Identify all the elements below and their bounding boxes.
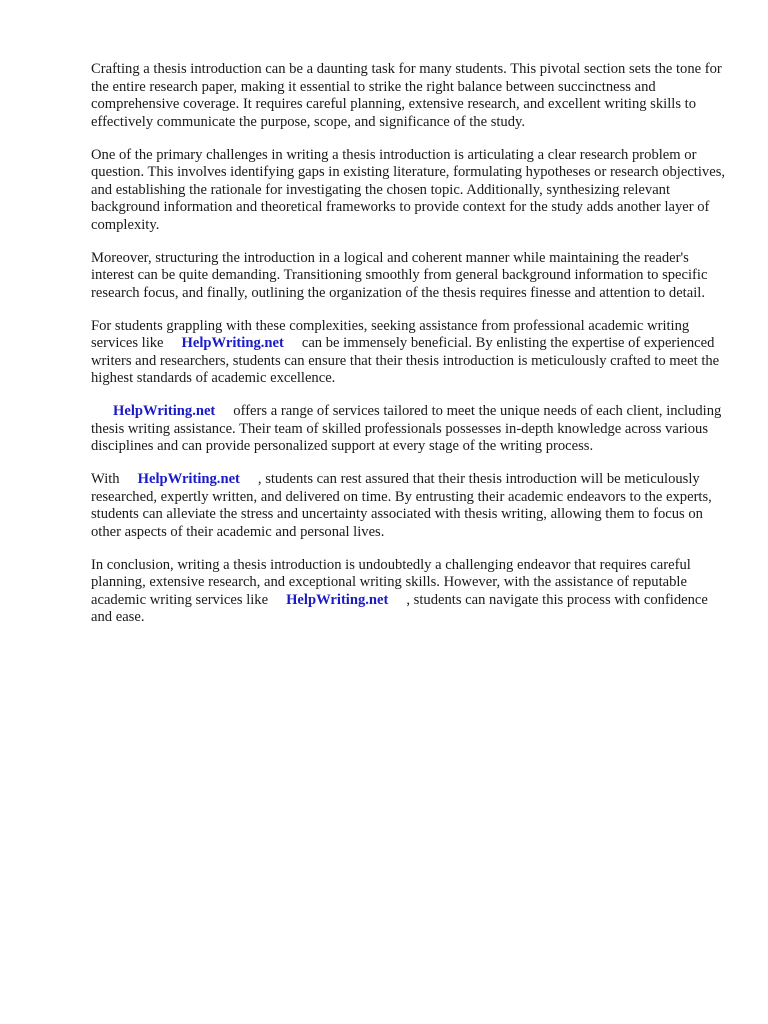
paragraph-assistance <box>91 318 731 388</box>
paragraph-structuring <box>91 250 731 303</box>
paragraph-text: can be immensely beneficial. By enlisting the expertise of experienced writers and researchers, students can ensure that their thesis introduction is meticulously crafted to meet the highest standards of academic excellence. <box>91 335 720 386</box>
helpwriting-link[interactable]: HelpWriting.net <box>137 471 240 487</box>
paragraph-text: In conclusion, writing a thesis introduction is undoubtedly a challenging endeavor that requires careful planning, extensive research, and exceptional writing skills. However, with the assistance of reputable academic writing services like <box>91 556 691 608</box>
paragraph-text: , students can navigate this process with confidence and ease. <box>91 591 708 625</box>
paragraph-text: One of the primary challenges in writing a thesis introduction is articulating a clear research problem or question. This involves identifying gaps in existing literature, formulating hypotheses or research objectives, and establishing the rationale for investigating the chosen topic. Additionally, synthesizing relevant background information and theoretical frameworks to provide context for the study adds another layer of complexity. <box>91 146 726 233</box>
paragraph-assurance <box>91 471 731 541</box>
paragraph-challenges <box>91 147 731 235</box>
document-body <box>91 61 731 642</box>
paragraph-intro <box>91 61 731 131</box>
helpwriting-link[interactable]: HelpWriting.net <box>286 591 389 608</box>
paragraph-text: For students grappling with these complexities, seeking assistance from professional academic writing services like <box>91 317 690 351</box>
paragraph-text: , students can rest assured that their thesis introduction will be meticulously researched, expertly written, and delivered on time. By entrusting their academic endeavors to the experts, students can alleviate the stress and uncertainty associated with thesis writing, allowing them to focus on other aspects of their academic and personal lives. <box>91 471 712 540</box>
paragraph-text: With <box>91 471 120 487</box>
paragraph-services <box>91 403 731 456</box>
helpwriting-link[interactable]: HelpWriting.net <box>113 403 216 419</box>
helpwriting-link[interactable]: HelpWriting.net <box>181 335 284 351</box>
paragraph-text: Crafting a thesis introduction can be a daunting task for many students. This pivotal section sets the tone for the entire research paper, making it essential to strike the right balance between succinctness and comprehensive coverage. It requires careful planning, extensive research, and excellent writing skills to effectively communicate the purpose, scope, and significance of the study. <box>91 61 722 130</box>
paragraph-text: offers a range of services tailored to meet the unique needs of each client, including thesis writing assistance. Their team of skilled professionals possesses in-depth knowledge across various disciplines and can provide personalized support at every stage of the writing process. <box>91 403 722 454</box>
paragraph-conclusion <box>91 557 731 627</box>
paragraph-text: Moreover, structuring the introduction in a logical and coherent manner while maintaining the reader's interest can be quite demanding. Transitioning smoothly from general background information to specific research focus, and finally, outlining the organization of the thesis requires finesse and attention to detail. <box>91 249 708 301</box>
